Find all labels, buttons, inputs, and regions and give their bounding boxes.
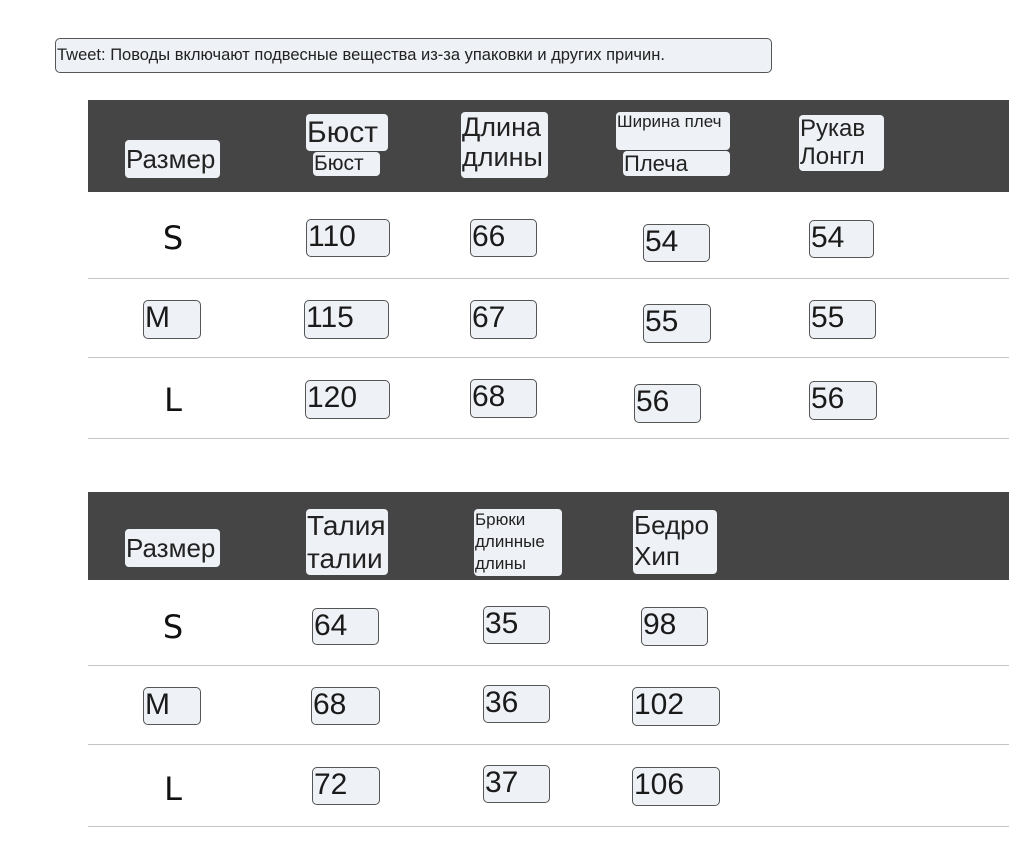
header-hip: Бедро Хип	[633, 510, 717, 574]
header-waist: Талия талии	[306, 509, 388, 575]
row-l-shoulder: 56	[634, 384, 701, 423]
row-m-length: 67	[470, 300, 537, 339]
header-length-top: Длина	[462, 112, 542, 142]
header-length-bottom: длины	[462, 142, 543, 172]
header-bust-top: Бюст	[306, 114, 388, 151]
row-divider	[88, 665, 1009, 666]
row2-m-size: M	[143, 687, 201, 725]
row-divider	[88, 826, 1009, 827]
row-divider	[88, 744, 1009, 745]
tweet-caption: Tweet: Поводы включают подвесные вещества из-за упаковки и других причин.	[55, 38, 772, 73]
header-bust-bottom: Бюст	[313, 152, 380, 176]
row-l-size: L	[164, 381, 182, 419]
row2-s-pants: 35	[483, 606, 550, 644]
header-shoulder-bottom: Плеча	[623, 151, 730, 176]
row-l-sleeve: 56	[809, 381, 877, 420]
row-divider	[88, 438, 1009, 439]
row-s-shoulder: 54	[643, 224, 710, 262]
row-s-size: S	[162, 219, 184, 257]
size-table-bottom	[88, 492, 1009, 832]
row2-s-waist: 64	[312, 608, 379, 645]
header-size-2: Размер	[125, 529, 220, 567]
header-length	[461, 112, 548, 178]
row2-s-size: S	[162, 608, 184, 646]
row2-m-hip: 102	[632, 687, 720, 726]
row2-s-hip: 98	[641, 607, 708, 646]
row-s-length: 66	[470, 219, 537, 257]
row-s-bust: 110	[306, 219, 390, 257]
row-l-bust: 120	[305, 380, 390, 419]
row2-m-waist: 68	[311, 687, 380, 725]
row-m-size: M	[143, 300, 201, 339]
header-size: Размер	[125, 140, 220, 178]
header-sleeve: Рукав Лонгл	[799, 115, 884, 171]
row2-l-waist: 72	[312, 767, 380, 805]
row-divider	[88, 357, 1009, 358]
size-table-top	[88, 100, 1009, 440]
row2-l-size: L	[164, 770, 182, 808]
row2-l-pants: 37	[483, 765, 550, 803]
row2-l-hip: 106	[632, 767, 720, 806]
row-m-shoulder: 55	[643, 304, 711, 343]
header-pants-length: Брюки длинные длины	[474, 509, 562, 576]
row-divider	[88, 278, 1009, 279]
row-m-bust: 115	[304, 300, 389, 339]
row-s-sleeve: 54	[809, 220, 874, 258]
header-shoulder-top: Ширина плеч	[616, 112, 730, 150]
row2-m-pants: 36	[483, 685, 550, 723]
row-l-length: 68	[470, 379, 537, 418]
row-m-sleeve: 55	[809, 300, 876, 339]
